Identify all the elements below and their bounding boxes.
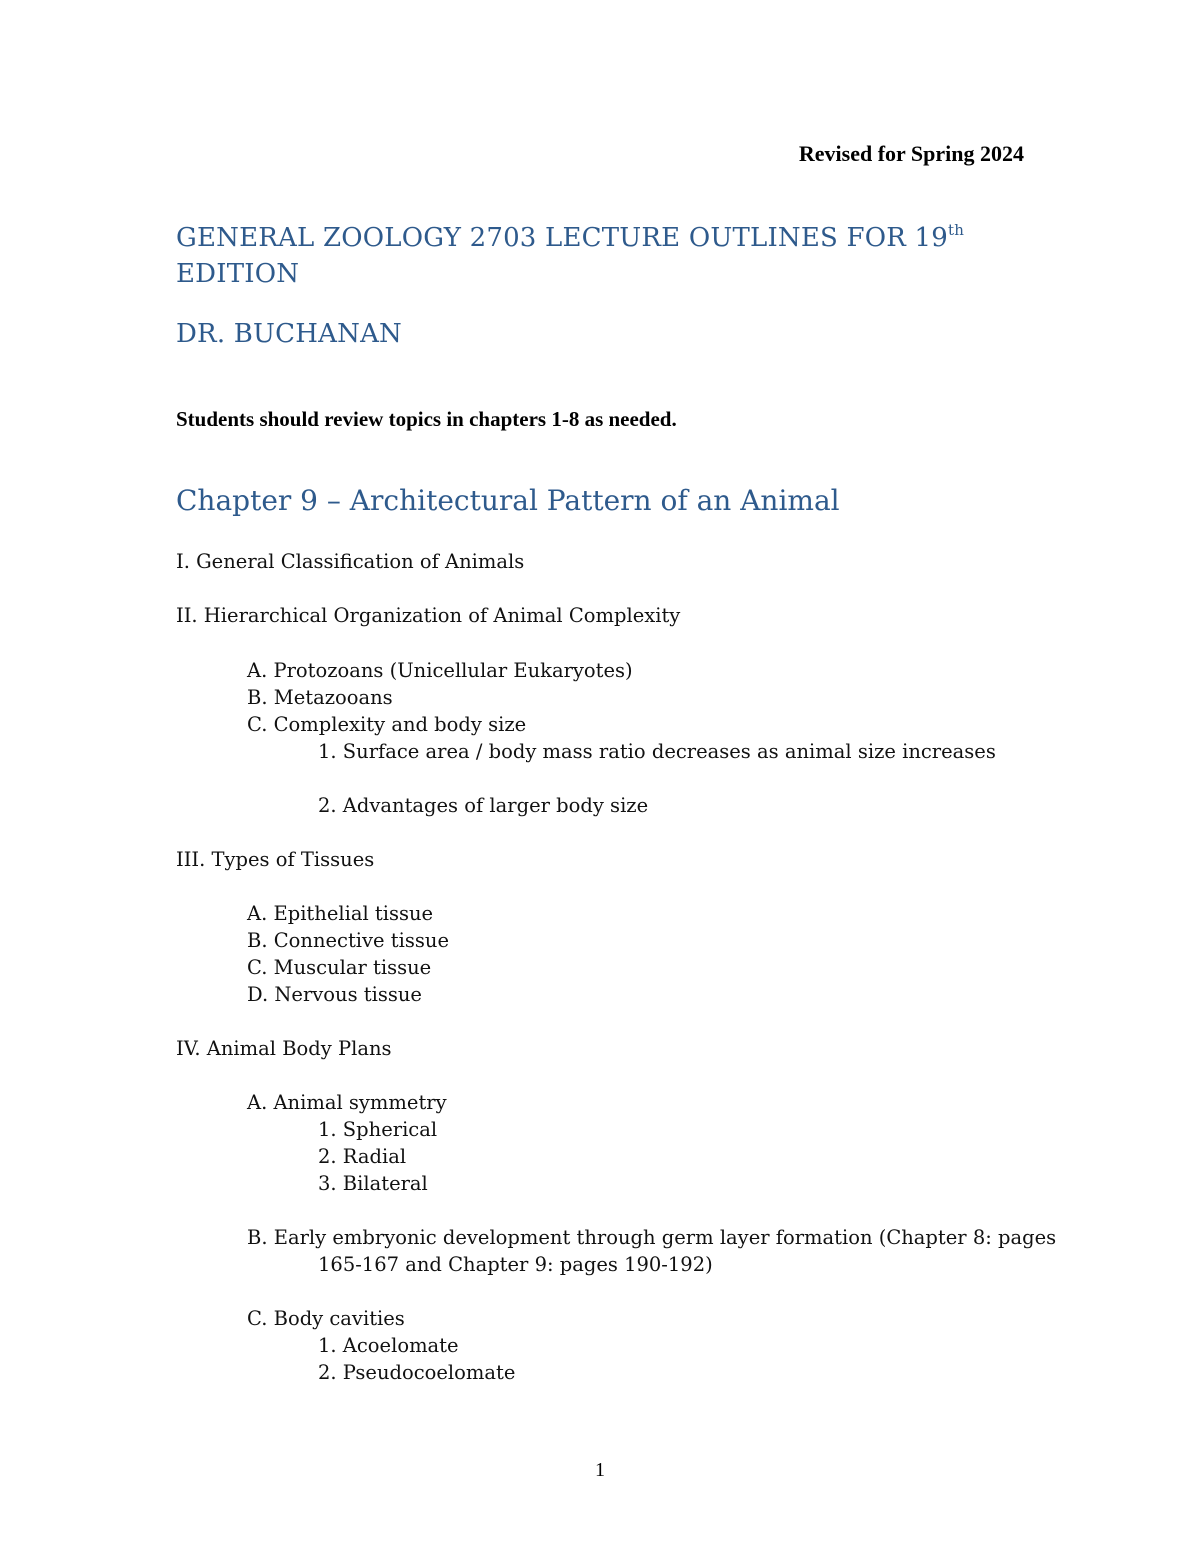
outline-item: B. Metazooans [247,686,393,709]
outline-item: A. Epithelial tissue [247,902,434,925]
title-main: GENERAL ZOOLOGY 2703 LECTURE OUTLINES FOR 19 [176,223,949,253]
outline-item: 2. Pseudocoelomate [318,1361,516,1384]
document-title-edition: EDITION [176,259,300,289]
outline-item: A. Protozoans (Unicellular Eukaryotes) [247,659,633,682]
outline-item: IV. Animal Body Plans [176,1037,392,1060]
outline-item: C. Muscular tissue [247,956,432,979]
outline-item: 1. Surface area / body mass ratio decreases as animal size increases [318,740,996,763]
outline-item: B. Early embryonic development through germ layer formation (Chapter 8: pages [247,1226,1057,1249]
title-superscript: th [948,221,965,239]
outline-item: I. General Classification of Animals [176,550,525,573]
outline-item: C. Body cavities [247,1307,405,1330]
document-title [176,223,964,253]
author-name: DR. BUCHANAN [176,319,402,349]
outline-item: III. Types of Tissues [176,848,375,871]
page-number: 1 [595,1459,605,1481]
outline-item: 1. Acoelomate [318,1334,459,1357]
outline-item: 1. Spherical [318,1118,438,1141]
revised-date: Revised for Spring 2024 [798,141,1024,166]
outline-item: C. Complexity and body size [247,713,527,736]
chapter-heading: Chapter 9 – Architectural Pattern of an Animal [176,484,840,517]
outline-item: 2. Advantages of larger body size [318,794,649,817]
review-note: Students should review topics in chapters 1-8 as needed. [176,407,677,431]
outline-item: 165-167 and Chapter 9: pages 190-192) [318,1253,713,1276]
outline-item: B. Connective tissue [247,929,449,952]
outline-item: 3. Bilateral [318,1172,428,1195]
outline-item: D. Nervous tissue [247,983,422,1006]
outline-item: A. Animal symmetry [247,1091,447,1114]
outline-item: II. Hierarchical Organization of Animal Complexity [176,604,681,627]
outline-item: 2. Radial [318,1145,407,1168]
